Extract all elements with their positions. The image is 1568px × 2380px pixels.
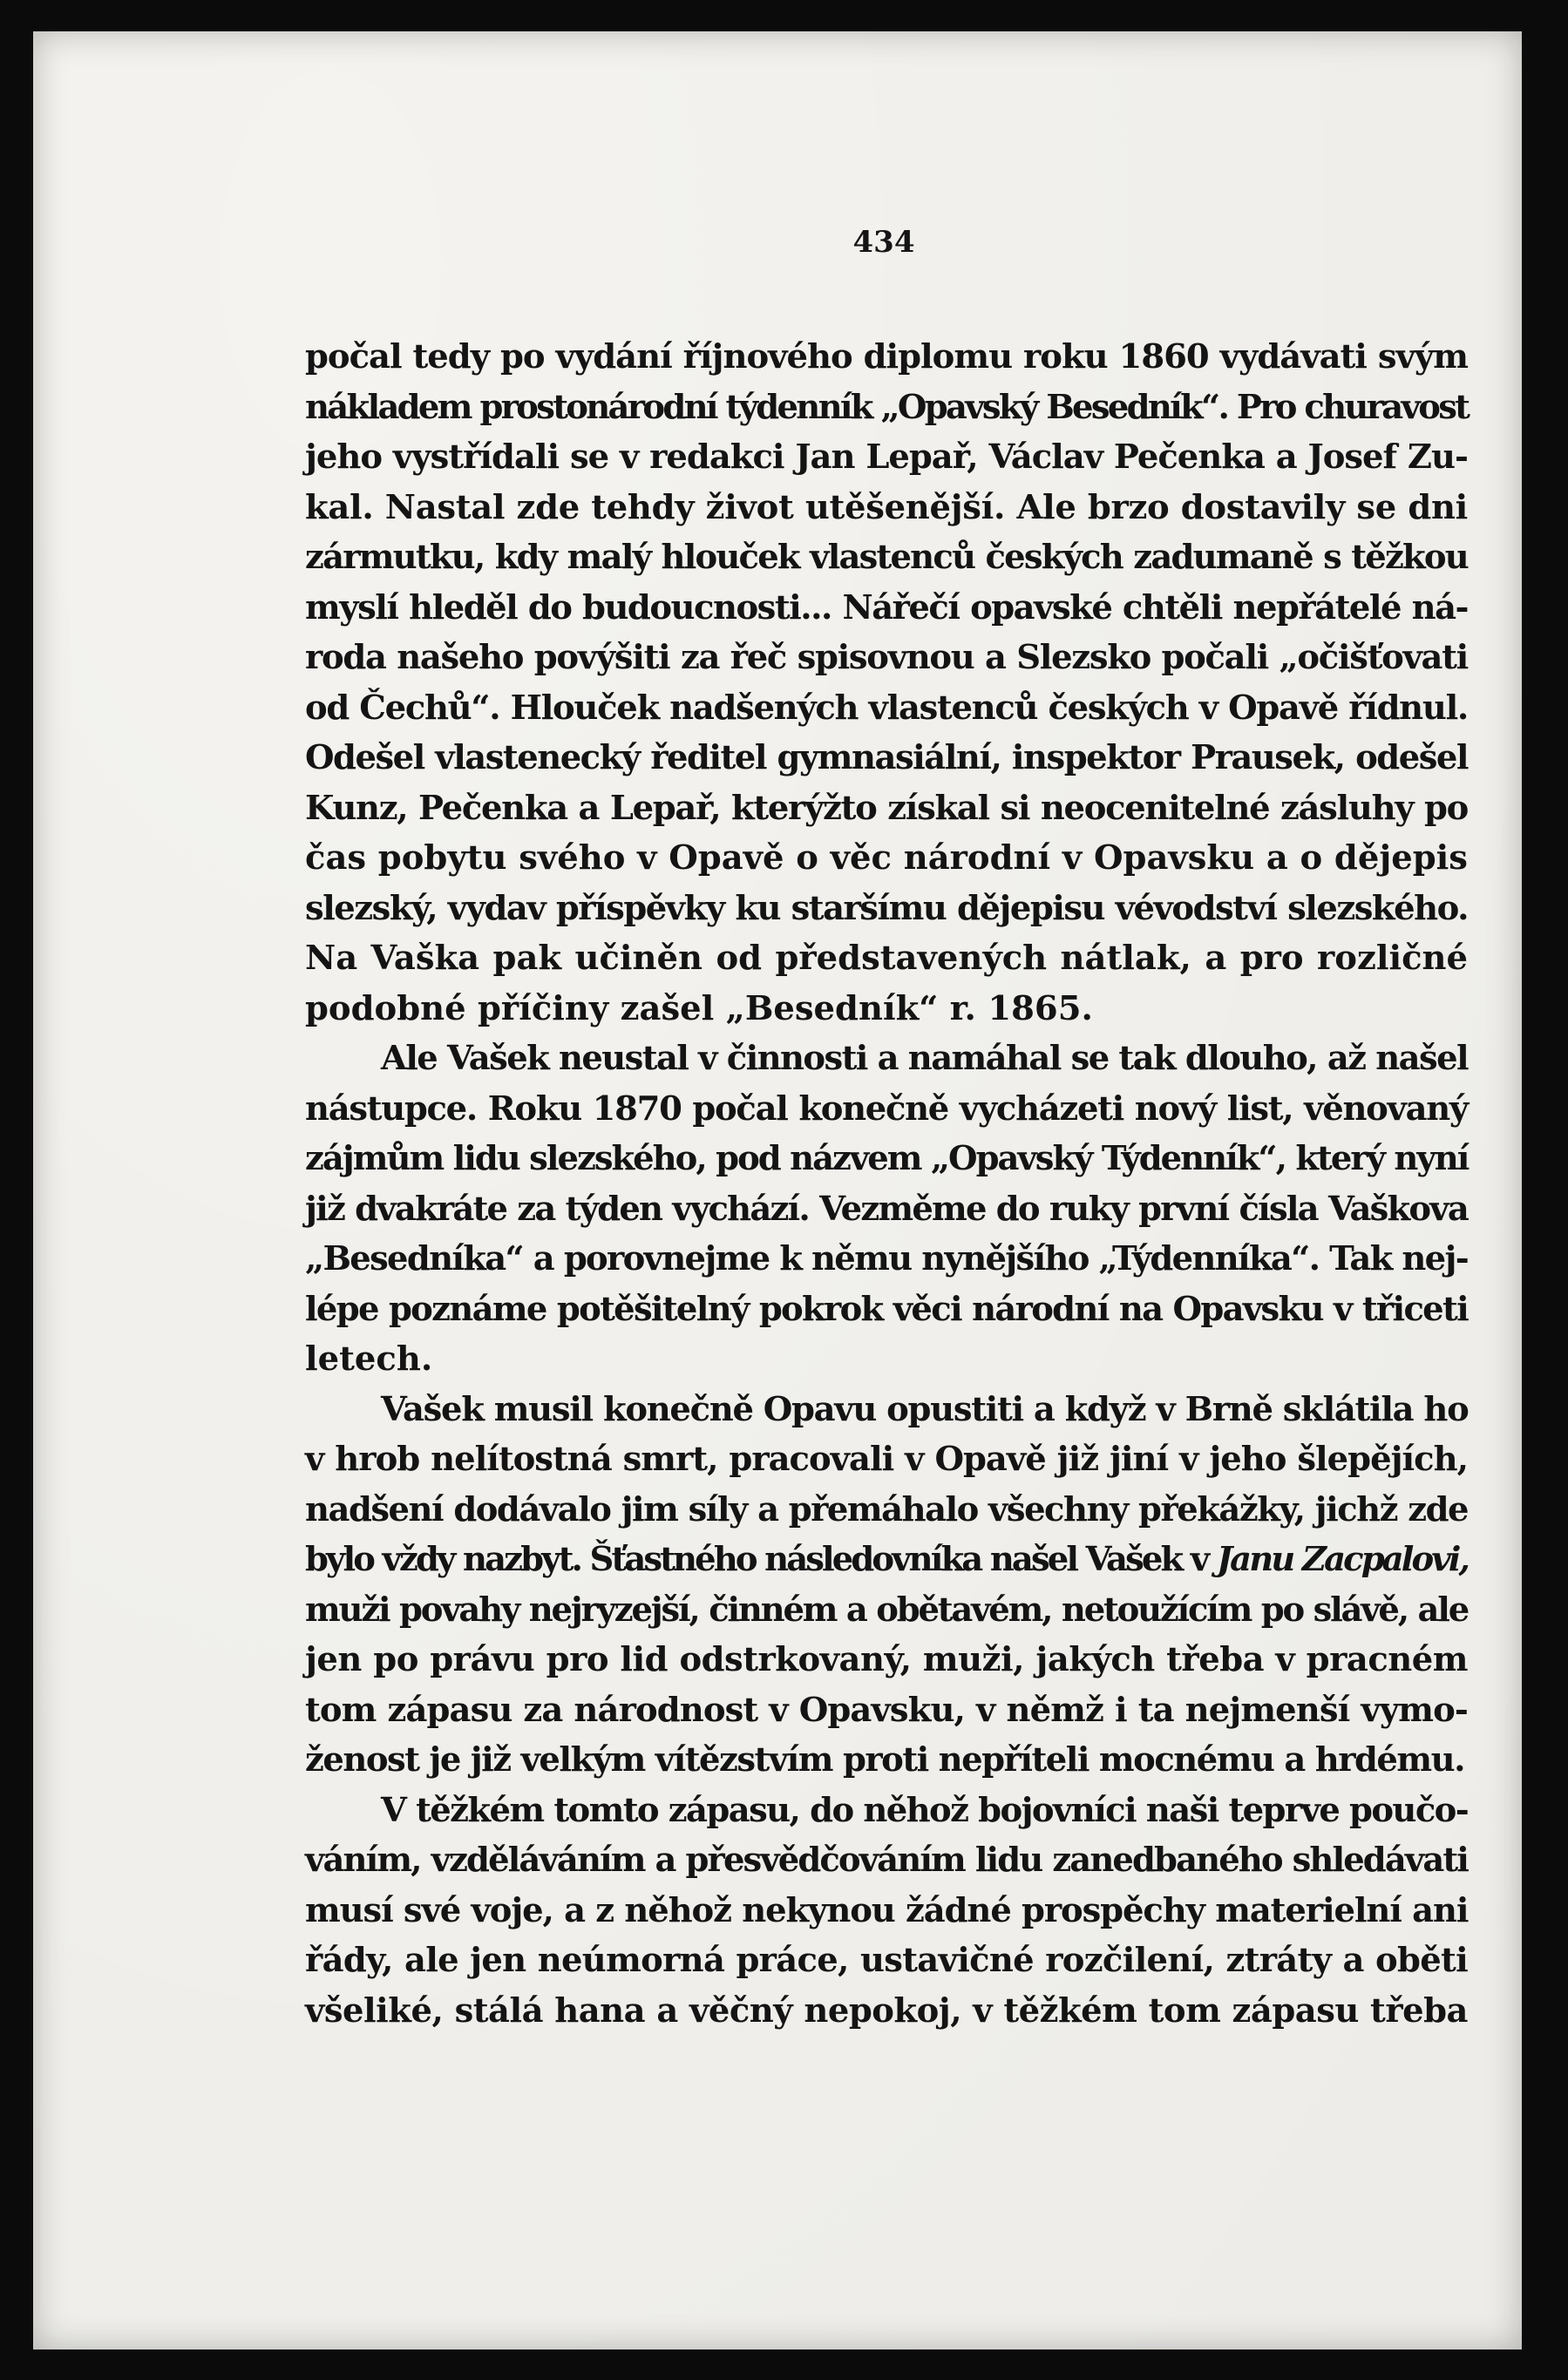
text-line: [305, 984, 1468, 1034]
text-line-content: musí své voje, a z něhož nekynou žádné prospěchy materielní ani: [305, 1890, 1469, 1930]
text-line: [305, 1285, 1468, 1335]
text-line: [305, 1385, 1468, 1435]
text-line: [305, 733, 1468, 783]
text-line: [305, 1184, 1468, 1235]
text-line-content: zármutku, kdy malý hlouček vlastenců českých zadumaně s těžkou: [305, 538, 1468, 577]
text-line: [305, 532, 1468, 583]
book-page: [33, 31, 1522, 2349]
text-line-content: bylo vždy nazbyt. Šťastného následovníka našel Vašek v: [305, 1540, 1217, 1579]
text-line-content: zájmům lidu slezského, pod názvem „Opavský Týdenník“, který nyní: [305, 1139, 1469, 1178]
text-line-content: váním, vzděláváním a přesvědčováním lidu zanedbaného shledávati: [305, 1841, 1468, 1880]
text-line: [305, 1585, 1468, 1636]
text-line: [305, 884, 1468, 934]
text-line: [305, 1485, 1468, 1536]
text-line-content: podobné příčiny zašel „Besedník“ r. 1865.: [305, 988, 1093, 1028]
text-line-content: Odešel vlastenecký ředitel gymnasiální, inspektor Prausek, odešel: [305, 738, 1468, 777]
text-line-content: muži povahy nejryzejší, činném a obětavém, netoužícím po slávě, ale: [305, 1590, 1468, 1630]
text-line: [305, 1084, 1468, 1135]
text-line-content: všeliké, stálá hana a věčný nepokoj, v těžkém tom zápasu třeba: [305, 1990, 1468, 2031]
text-line: [305, 1334, 1468, 1385]
text-line-content: Vašek musil konečně Opavu opustiti a když v Brně sklátila ho: [381, 1389, 1469, 1429]
text-line: [305, 1886, 1468, 1936]
text-line: [305, 1535, 1468, 1585]
text-line-content: kal. Nastal zde tehdy život utěšenější. Ale brzo dostavily se dni: [305, 487, 1468, 527]
italic-name: Janu Zacpalovi,: [1216, 1540, 1468, 1579]
text-line: [305, 783, 1468, 834]
text-line-content: „Besedníka“ a porovnejme k němu nynějšího „Týdenníka“. Tak nej-: [305, 1239, 1468, 1278]
text-line: [305, 1936, 1468, 1986]
text-line: [305, 1434, 1468, 1485]
text-line-content: V těžkém tomto zápasu, do něhož bojovníci naši teprve poučo-: [381, 1790, 1469, 1830]
text-line: [305, 1635, 1468, 1685]
text-line-content: od Čechů“. Hlouček nadšených vlastenců českých v Opavě řídnul.: [305, 688, 1468, 728]
text-line-content: řády, ale jen neúmorná práce, ustavičné rozčilení, ztráty a oběti: [305, 1941, 1468, 1980]
text-line-content: tom zápasu za národnost v Opavsku, v němž i ta nejmenší vymo-: [305, 1690, 1468, 1730]
text-line: [305, 483, 1468, 533]
text-line-content: slezský, vydav příspěvky ku staršímu dějepisu vévodství slezského.: [305, 888, 1468, 928]
text-line-content: Ale Vašek neustal v činnosti a namáhal se tak dlouho, až našel: [381, 1039, 1468, 1078]
text-line: [305, 1034, 1468, 1084]
text-line: [305, 683, 1468, 734]
text-line: [305, 332, 1468, 383]
text-line-content: jeho vystřídali se v redakci Jan Lepař, Václav Pečenka a Josef Zu-: [305, 437, 1468, 477]
text-line: [305, 1786, 1468, 1836]
text-line-content: nástupce. Roku 1870 počal konečně vycházeti nový list, věnovaný: [305, 1088, 1468, 1129]
text-line: [305, 1835, 1468, 1886]
text-line: [305, 583, 1468, 634]
text-line-content: čas pobytu svého v Opavě o věc národní v Opavsku a o dějepis: [305, 838, 1468, 878]
text-line: [305, 933, 1468, 984]
text-line: [305, 1986, 1468, 2037]
text-line-content: nadšení dodávalo jim síly a přemáhalo všechny překážky, jichž zde: [305, 1489, 1468, 1529]
text-line-content: roda našeho povýšiti za řeč spisovnou a Slezsko počali „očišťovati: [305, 638, 1468, 677]
body-text: [305, 332, 1468, 2036]
text-line-content: ženost je již velkým vítězstvím proti nepříteli mocnému a hrdému.: [305, 1740, 1465, 1780]
text-line-content: nákladem prostonárodní týdenník „Opavský Besedník“. Pro churavost: [305, 387, 1469, 427]
text-line-content: počal tedy po vydání říjnového diplomu roku 1860 vydávati svým: [305, 337, 1468, 376]
page-number: 434: [852, 225, 915, 260]
text-line: [305, 432, 1468, 483]
text-line-content: Na Vaška pak učiněn od představených nátlak, a pro rozličné: [305, 939, 1468, 978]
text-line-content: myslí hleděl do budoucnosti... Nářečí opavské chtěli nepřátelé ná-: [305, 587, 1468, 627]
text-line-content: v hrob nelítostná smrt, pracovali v Opavě již jiní v jeho šlepějích,: [305, 1440, 1468, 1479]
text-line: [305, 1234, 1468, 1285]
text-line: [305, 833, 1468, 884]
text-line: [305, 1735, 1468, 1786]
text-line-content: již dvakráte za týden vychází. Vezměme do ruky první čísla Vaškova: [305, 1189, 1468, 1229]
text-line: [305, 1134, 1468, 1184]
text-line: [305, 383, 1468, 433]
text-line: [305, 633, 1468, 683]
text-line-content: letech.: [305, 1339, 433, 1379]
text-line-content: lépe poznáme potěšitelný pokrok věci národní na Opavsku v třiceti: [305, 1289, 1468, 1329]
text-line: [305, 1685, 1468, 1736]
text-line-content: Kunz, Pečenka a Lepař, kterýžto získal si neocenitelné zásluhy po: [305, 788, 1468, 828]
text-line-content: jen po právu pro lid odstrkovaný, muži, jakých třeba v pracném: [305, 1640, 1468, 1679]
